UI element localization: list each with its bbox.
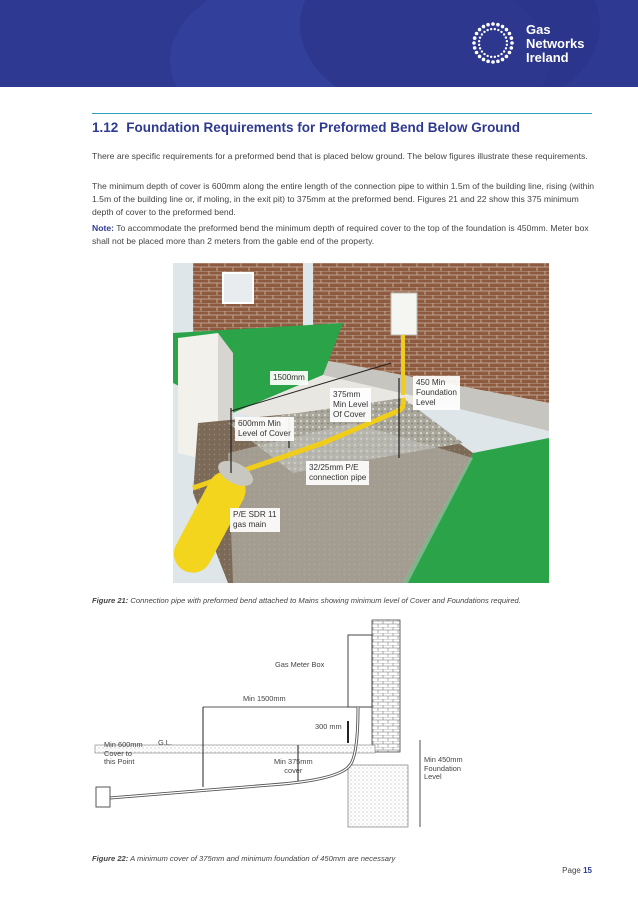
- label-min-1500mm: Min 1500mm: [243, 694, 286, 703]
- label-450-d-line3: Level: [424, 772, 442, 781]
- paragraph-intro: There are specific requirements for a preformed bend that is placed below ground. The below figures illustrate these requirements.: [92, 151, 588, 161]
- logo-ring-dot: [501, 25, 505, 29]
- label-gas-meter-box: Gas Meter Box: [275, 660, 325, 669]
- label-gas-main: [230, 508, 280, 532]
- logo-ring-dot: [475, 51, 479, 55]
- logo-ring-dot: [478, 40, 480, 42]
- page-label: Page: [562, 866, 581, 875]
- note-label: Note:: [92, 223, 114, 233]
- label-375-d-line1: Min 375mm: [274, 757, 313, 766]
- logo-ring-dot: [508, 51, 512, 55]
- figure-21-illustration: [173, 263, 549, 583]
- label-600-d-line3: this Point: [104, 757, 135, 766]
- label-375-line1: 375mm: [333, 390, 361, 399]
- label-375-line2: Min Level: [333, 400, 369, 409]
- label-450-d-line1: Min 450mm: [424, 755, 463, 764]
- logo-ring-dot: [503, 50, 505, 52]
- figure-21-caption-label: Figure 21:: [92, 596, 129, 605]
- logo-ring-dot: [473, 46, 477, 50]
- logo-ring-dot: [481, 50, 483, 52]
- logo-line-2: Networks: [526, 36, 585, 51]
- label-connection-pipe: [306, 461, 369, 485]
- label-min-375mm-cover: [274, 758, 313, 775]
- logo-ring-dot: [479, 47, 481, 49]
- label-450-foundation: [413, 376, 460, 410]
- label-600-d-line2: Cover to: [104, 748, 132, 758]
- logo-ring-dot: [497, 29, 499, 31]
- logo-ring-dot: [508, 32, 512, 36]
- logo-ring-dot: [482, 58, 486, 62]
- label-300mm: 300 mm: [315, 722, 342, 731]
- label-450-d-line2: Foundation: [424, 763, 461, 773]
- label-min-450mm-foundation: [424, 756, 463, 782]
- figure-21-caption-text: Connection pipe with preformed bend attached to Mains showing minimum level of Cover and Foundations required.: [130, 596, 521, 605]
- logo-wordmark: [526, 23, 585, 65]
- logo-ring-dot: [496, 23, 500, 27]
- logo-ring-dot: [506, 40, 508, 42]
- label-450-line2: Foundation: [416, 388, 457, 397]
- logo-ring-dot: [505, 36, 507, 38]
- label-main-line1: P/E SDR 11: [233, 510, 277, 519]
- logo-ring-dot: [503, 33, 505, 35]
- logo-ring-dot: [473, 36, 477, 40]
- label-main-line2: gas main: [233, 520, 267, 529]
- label-pipe-line2: connection pipe: [309, 473, 367, 482]
- logo-ring-dot: [505, 28, 509, 32]
- label-ground-level: G.L.: [158, 738, 172, 747]
- logo-ring-dot: [510, 41, 514, 45]
- figure-22-caption-text: A minimum cover of 375mm and minimum foundation of 450mm are necessary: [130, 854, 396, 863]
- label-375-d-line2: cover: [284, 765, 303, 775]
- label-600mm-cover: [235, 417, 294, 441]
- logo-ring-dot: [506, 44, 508, 46]
- label-600-line1: 600mm Min: [238, 419, 281, 428]
- section-title-text: Foundation Requirements for Preformed Bend Below Ground: [126, 120, 521, 135]
- paragraph-cover-depth: The minimum depth of cover is 600mm along the entire length of the connection pipe to within 1.5m of the building line, rising (within 1.5m of the building line or, if moling, in the exit pit) to 375mm at the preformed bend. Figures 21 and 22 show this 375 minimum depth of cover to the preformed bend.: [92, 181, 595, 217]
- logo-ring-dot: [505, 55, 509, 59]
- logo-ring-dot: [482, 25, 486, 29]
- logo-ring-dot: [483, 53, 485, 55]
- logo-ring-dot: [500, 31, 502, 33]
- label-600-line2: Level of Cover: [238, 429, 291, 438]
- logo-ring-icon: [470, 20, 516, 66]
- logo-ring-dot: [478, 44, 480, 46]
- label-375mm-cover: [330, 388, 371, 422]
- logo-line-1: Gas: [526, 22, 551, 37]
- logo-ring-dot: [497, 55, 499, 57]
- section-rule: [92, 113, 592, 114]
- logo-ring-dot: [486, 55, 488, 57]
- figure-22-caption-label: Figure 22:: [92, 854, 129, 863]
- logo-ring-dot: [486, 29, 488, 31]
- label-450-line3: Level: [416, 398, 436, 407]
- logo-ring-dot: [481, 33, 483, 35]
- logo-ring-dot: [496, 60, 500, 64]
- label-450-line1: 450 Min: [416, 378, 446, 387]
- paragraph-note: [92, 222, 597, 248]
- logo-ring-dot: [490, 28, 492, 30]
- logo-ring-dot: [475, 32, 479, 36]
- logo-ring-dot: [491, 22, 495, 26]
- logo-ring-dot: [478, 28, 482, 32]
- logo-ring-dot: [501, 58, 505, 62]
- logo-ring-dot: [491, 60, 495, 64]
- section-title: [92, 120, 520, 135]
- logo-ring-dot: [510, 46, 514, 50]
- logo-line-3: Ireland: [526, 50, 569, 65]
- logo-ring-dot: [478, 55, 482, 59]
- label-600-d-line1: Min 600mm: [104, 740, 143, 749]
- logo-ring-dot: [505, 47, 507, 49]
- logo-ring-dot: [494, 28, 496, 30]
- label-375-line3: Of Cover: [333, 410, 366, 419]
- logo-ring-dot: [486, 23, 490, 27]
- logo-ring-dot: [510, 36, 514, 40]
- logo-ring-dot: [472, 41, 476, 45]
- section-number: 1.12: [92, 120, 119, 135]
- label-pipe-line1: 32/25mm P/E: [309, 463, 359, 472]
- figure-22-diagram: [90, 615, 545, 843]
- figure-22-caption: [92, 854, 395, 863]
- logo-ring-dot: [483, 31, 485, 33]
- logo-ring-dot: [500, 53, 502, 55]
- logo-ring-dot: [494, 56, 496, 58]
- label-1500mm: 1500mm: [270, 371, 308, 385]
- logo-ring-dot: [486, 60, 490, 64]
- logo-ring-dot: [490, 56, 492, 58]
- figure-21-photo: [173, 263, 549, 583]
- figure-21-caption: [92, 596, 521, 605]
- logo-ring-dot: [479, 36, 481, 38]
- page-header: [0, 0, 638, 87]
- page-number-value: 15: [583, 866, 592, 875]
- label-min-600mm-cover: [104, 741, 143, 767]
- gas-networks-ireland-logo: [470, 18, 610, 70]
- page-number: [562, 866, 592, 875]
- note-text: To accommodate the preformed bend the minimum depth of required cover to the top of the foundation is 450mm. Meter box shall not be placed more than 2 meters from the gable end of the property.: [92, 223, 589, 246]
